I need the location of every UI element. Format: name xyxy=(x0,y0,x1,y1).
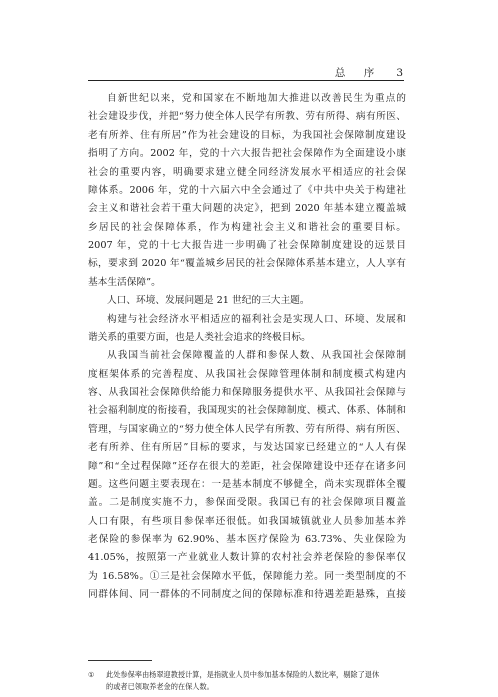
text-line: 基本生活保障”。 xyxy=(88,276,161,288)
text-line: 乡居民的社会保障体系，作为构建社会主义和谐社会的重要目标。 xyxy=(88,221,406,233)
text-line: 谐关系的重要方面，也是人类社会追求的终极目标。 xyxy=(88,331,311,343)
text-line: 社会福利制度的衔接看，我国现实的社会保障制度、模式、体系、体制和 xyxy=(88,405,406,417)
text-line: 盖。二是制度实施不力，参保面受限。我国已有的社会保障项目覆盖 xyxy=(88,497,406,509)
text-line: 从我国当前社会保障覆盖的人群和参保人数、从我国社会保障制 xyxy=(107,350,406,362)
text-line: 容、从我国社会保障供给能力和保障服务提供水平、从我国社会保障与 xyxy=(88,387,406,398)
text-line: 41.05%，按照第一产业就业人数计算的农村社会养老保险的参保率仅 xyxy=(88,552,406,564)
body-text xyxy=(88,90,406,605)
text-line: 老有所养、住有所居”目标的要求，与发达国家已经建立的“人人有保 xyxy=(88,442,406,454)
footnote-line: 的或者已领取养老金的在保人数。 xyxy=(106,682,214,691)
text-line: 障”和“全过程保障”还存在很大的差距，社会保障建设中还存在诸多问 xyxy=(88,460,406,472)
header-rule xyxy=(88,80,404,81)
text-line: 社会的重要内容，明确要求建立健全同经济发展水平相适应的社会保 xyxy=(88,166,406,178)
running-header xyxy=(88,66,404,80)
page-number: 3 xyxy=(396,67,404,79)
footnote xyxy=(88,669,406,693)
text-line: 标，要求到 2020 年“覆盖城乡居民的社会保障体系基本建立，人人享有 xyxy=(88,258,406,270)
text-line: 自新世纪以来，党和国家在不断地加大推进以改善民生为重点的 xyxy=(107,93,406,104)
text-line: 为 16.58%。①三是社会保障水平低，保障能力差。同一类型制度的不 xyxy=(88,570,406,582)
text-line: 指明了方向。2002 年，党的十六大报告把社会保障作为全面建设小康 xyxy=(88,148,406,160)
footnote-rule xyxy=(88,660,152,661)
text-line: 老保险的参保率为 62.90%、基本医疗保险为 63.73%、失业保险为 xyxy=(88,534,406,545)
text-line: 管理，与国家确立的“努力使全体人民学有所教、劳有所得、病有所医、 xyxy=(88,423,406,435)
text-line: 社会建设步伐，并把“努力使全体人民学有所教、劳有所得、病有所医、 xyxy=(88,111,406,123)
text-line: 障体系。2006 年，党的十六届六中全会通过了《中共中央关于构建社 xyxy=(88,184,406,196)
text-line: 构建与社会经济水平相适应的福利社会是实现人口、环境、发展和 xyxy=(107,313,406,325)
text-line: 题。这些问题主要表现在：一是基本制度不够健全，尚未实现群体全覆 xyxy=(88,478,406,490)
footnote-line xyxy=(88,669,406,681)
text-line: 老有所养、住有所居”作为社会建设的目标，为我国社会保障制度建设 xyxy=(88,129,406,141)
running-header-title: 总 序 xyxy=(334,67,379,79)
text-line: 人口有限，有些项目参保率还很低。如我国城镇就业人员参加基本养 xyxy=(88,515,406,527)
text-line: 同群体间、同一群体的不同制度之间的保障标准和待遇差距悬殊，直接 xyxy=(88,589,406,601)
footnote-text: 此处参保率由杨翠迎教授计算，是指就业人员中参加基本保险的人数比率，剔除了退休 xyxy=(106,670,380,679)
text-line: 度框架体系的完善程度、从我国社会保障管理体制和制度模式构建内 xyxy=(88,368,406,380)
text-line: 2007 年，党的十七大报告进一步明确了社会保障制度建设的远景目 xyxy=(88,240,406,251)
text-line: 人口、环境、发展问题是 21 世纪的三大主题。 xyxy=(107,295,310,307)
text-line: 会主义和谐社会若干重大问题的决定》，把到 2020 年基本建立覆盖城 xyxy=(88,203,406,215)
footnote-mark: ① xyxy=(88,670,95,679)
